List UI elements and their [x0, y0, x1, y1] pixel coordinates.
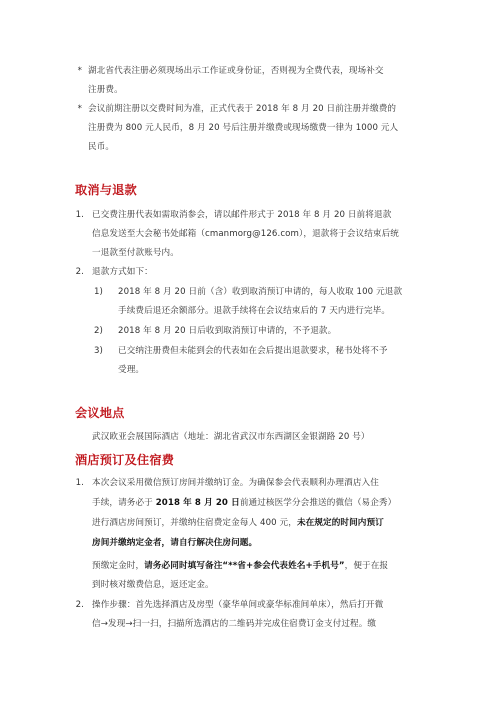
venue-address: 武汉欧亚会展国际酒店（地址：湖北省武汉市东西湖区金银湖路 20 号）: [92, 432, 370, 442]
cancel-sub-3-line-2: 受理。: [118, 365, 145, 375]
warning-emphasis: 未在规定的时间内预订: [296, 518, 384, 528]
remark-emphasis: 请务必同时填写备注“**省+参会代表姓名+手机号”: [144, 561, 345, 571]
list-marker: 1.: [75, 210, 84, 220]
sub-list-marker: 1): [93, 287, 103, 297]
cancel-sub-3-line-1: 已交纳注册费但未能到会的代表如在会后提出退款要求，秘书处将不予: [118, 346, 388, 356]
cancel-sub-1-line-1: 2018 年 8 月 20 日前（含）收到取消预订申请的，每人收取 100 元退款: [118, 287, 403, 297]
text-run: ，便于在报: [344, 561, 389, 571]
hotel-heading: 酒店预订及住宿费: [75, 453, 175, 467]
hotel-item-1-line-3: [92, 514, 384, 533]
note-1-line-2: 注册费。: [88, 85, 123, 95]
hotel-item-1-line-6: 到时核对缴费信息，返还定金。: [92, 580, 214, 590]
list-marker: 2.: [75, 600, 84, 610]
sub-list-marker: 2): [93, 326, 103, 336]
cancel-item-1-line-1: 已交费注册代表如需取消参会，请以邮件形式于 2018 年 8 月 20 日前将退款: [92, 210, 392, 220]
text-run: 进行酒店房间预订，并缴纳住宿费定金每人 400 元，: [92, 518, 297, 528]
hotel-item-2-line-2: 信→发现→扫一扫，扫描所选酒店的二维码并完成住宿费订金支付过程。缴: [92, 619, 377, 629]
hotel-item-1-line-5: [92, 557, 388, 576]
hotel-item-1-line-2: [92, 494, 396, 513]
cancel-item-1-line-2: 信息发送至大会秘书处邮箱（cmanmorg@126.com），退款将于会议结束后统: [92, 229, 400, 239]
bullet-marker: *: [77, 104, 82, 114]
text-run: 预缴定金时，: [92, 561, 145, 571]
hotel-item-2-line-1: 操作步骤：首先选择酒店及房型（豪华单间或豪华标准间单床），然后打开微: [92, 600, 384, 610]
venue-heading: 会议地点: [75, 406, 125, 420]
cancel-sub-1-line-2: 手续费后退还余额部分。退款手续将在会议结束后的 7 天内进行完毕。: [118, 306, 391, 316]
cancel-item-1-line-3: 一退款至付款账号内。: [92, 248, 179, 258]
cancel-sub-2-line-1: 2018 年 8 月 20 日后收到取消预订申请的，不予退款。: [118, 326, 337, 336]
hotel-item-1-line-4: 房间并缴纳定金者，请自行解决住房问题。: [92, 538, 258, 548]
text-run: 手续，请务必于: [92, 498, 156, 508]
hotel-item-1-line-1: 本次会议采用微信预订房间并缴纳订金。为确保参会代表顺利办理酒店入住: [92, 478, 379, 488]
deadline-emphasis: 2018 年 8 月 20 日: [155, 498, 240, 508]
cancel-item-2-line-1: 退款方式如下：: [92, 267, 153, 277]
bullet-marker: *: [77, 66, 82, 76]
note-2-line-2: 注册费为 800 元人民币，8 月 20 号后注册并缴费或现场缴费一律为 1000 元人: [88, 123, 399, 133]
sub-list-marker: 3): [93, 346, 103, 356]
text-run: 前通过核医学分会推送的微信（易企秀）: [239, 498, 397, 508]
list-marker: 1.: [75, 478, 84, 488]
note-2-line-3: 民币。: [88, 142, 115, 152]
note-2-line-1: 会议前期注册以交费时间为准，正式代表于 2018 年 8 月 20 日前注册并缴费的: [88, 104, 397, 114]
list-marker: 2.: [75, 267, 84, 277]
cancel-heading: 取消与退款: [75, 183, 137, 197]
note-1-line-1: 湖北省代表注册必须现场出示工作证或身份证，否则视为全费代表，现场补交: [88, 66, 384, 76]
